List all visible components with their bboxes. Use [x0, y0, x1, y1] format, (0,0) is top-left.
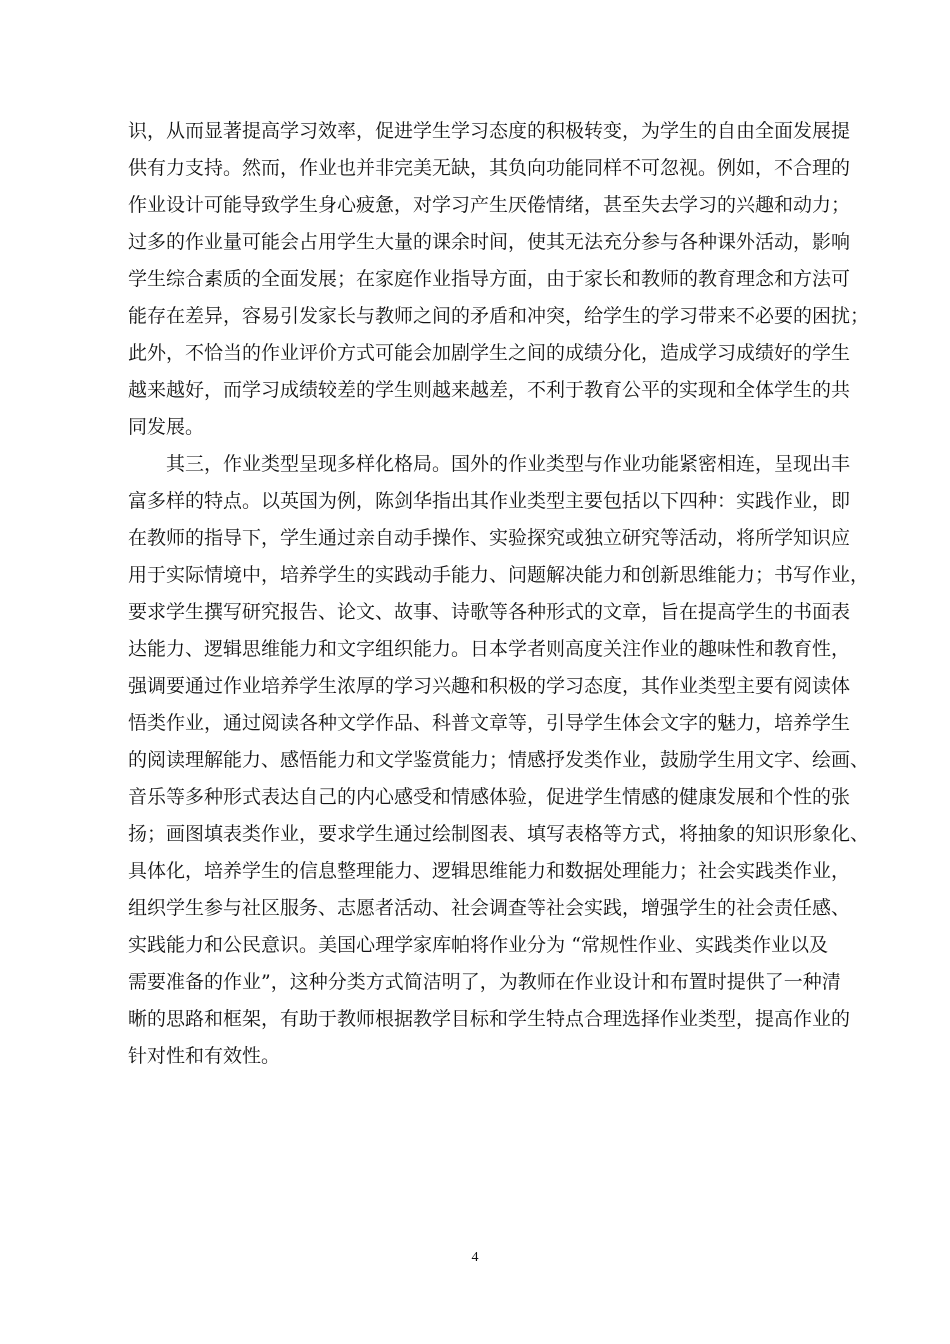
paragraph-1 — [128, 113, 870, 446]
text-line: 供有力支持。然而，作业也并非完美无缺，其负向功能同样不可忽视。例如，不合理的 — [128, 157, 851, 179]
text-line: 扬；画图填表类作业，要求学生通过绘制图表、填写表格等方式，将抽象的知识形象化、 — [128, 823, 870, 845]
text-line: 用于实际情境中，培养学生的实践动手能力、问题解决能力和创新思维能力；书写作业， — [128, 564, 870, 586]
paragraph-2 — [128, 446, 870, 1075]
body-text — [128, 113, 870, 1075]
text-line: 过多的作业量可能会占用学生大量的课余时间，使其无法充分参与各种课外活动，影响 — [128, 231, 851, 253]
text-line: 其三，作业类型呈现多样化格局。国外的作业类型与作业功能紧密相连，呈现出丰 — [128, 453, 851, 475]
text-line: 学生综合素质的全面发展；在家庭作业指导方面，由于家长和教师的教育理念和方法可 — [128, 268, 851, 290]
text-line: 达能力、逻辑思维能力和文字组织能力。日本学者则高度关注作业的趣味性和教育性， — [128, 638, 851, 660]
text-line: 晰的思路和框架，有助于教师根据教学目标和学生特点合理选择作业类型，提高作业的 — [128, 1008, 851, 1030]
text-line: 的阅读理解能力、感悟能力和文学鉴赏能力；情感抒发类作业，鼓励学生用文字、绘画、 — [128, 749, 870, 771]
text-line: 悟类作业，通过阅读各种文学作品、科普文章等，引导学生体会文字的魅力，培养学生 — [128, 712, 851, 734]
text-line: 此外，不恰当的作业评价方式可能会加剧学生之间的成绩分化，造成学习成绩好的学生 — [128, 342, 851, 364]
text-line: 需要准备的作业”，这种分类方式简洁明了，为教师在作业设计和布置时提供了一种清 — [128, 971, 841, 993]
text-line: 强调要通过作业培养学生浓厚的学习兴趣和积极的学习态度，其作业类型主要有阅读体 — [128, 675, 851, 697]
text-line: 针对性和有效性。 — [128, 1045, 281, 1067]
text-line: 能存在差异，容易引发家长与教师之间的矛盾和冲突，给学生的学习带来不必要的困扰； — [128, 305, 870, 327]
text-line: 音乐等多种形式表达自己的内心感受和情感体验，促进学生情感的健康发展和个性的张 — [128, 786, 851, 808]
text-line: 越来越好，而学习成绩较差的学生则越来越差，不利于教育公平的实现和全体学生的共 — [128, 379, 851, 401]
text-line: 实践能力和公民意识。美国心理学家库帕将作业分为 “常规性作业、实践类作业以及 — [128, 934, 828, 956]
text-line: 在教师的指导下，学生通过亲自动手操作、实验探究或独立研究等活动，将所学知识应 — [128, 527, 851, 549]
text-line: 具体化，培养学生的信息整理能力、逻辑思维能力和数据处理能力；社会实践类作业， — [128, 860, 851, 882]
text-line: 富多样的特点。以英国为例，陈剑华指出其作业类型主要包括以下四种：实践作业，即 — [128, 490, 851, 512]
text-line: 同发展。 — [128, 416, 205, 438]
page-number: 4 — [471, 1250, 479, 1265]
text-line: 作业设计可能导致学生身心疲惫，对学习产生厌倦情绪，甚至失去学习的兴趣和动力； — [128, 194, 851, 216]
text-line: 要求学生撰写研究报告、论文、故事、诗歌等各种形式的文章，旨在提高学生的书面表 — [128, 601, 851, 623]
text-line: 识，从而显著提高学习效率，促进学生学习态度的积极转变，为学生的自由全面发展提 — [128, 120, 851, 142]
text-line: 组织学生参与社区服务、志愿者活动、社会调查等社会实践，增强学生的社会责任感、 — [128, 897, 851, 919]
